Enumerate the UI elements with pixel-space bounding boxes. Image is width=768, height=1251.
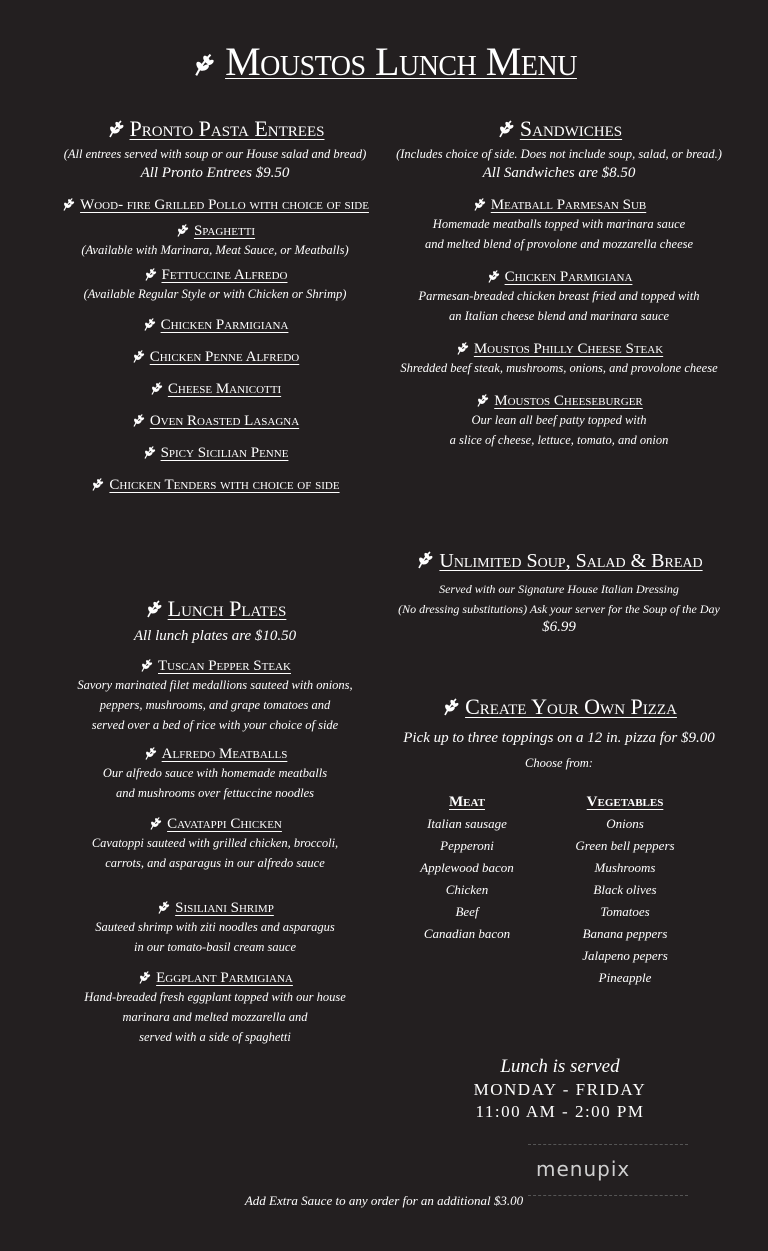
vegetable-item: Pineapple [598,970,652,985]
pasta-heading: Pronto Pasta Entrees [20,116,410,142]
vegetable-item: Green bell peppers [575,838,675,853]
menu-item: Oven Roasted Lasagna [20,412,410,430]
menu-item: Sisiliani Shrimp Sauteed shrimp with ziti noodles and asparagus in our tomato-basil cream sauce [95,900,335,954]
olive-branch-icon [472,197,487,212]
vegetable-item: Tomatoes [600,904,650,919]
olive-branch-icon [156,900,171,915]
olive-branch-icon [148,816,163,831]
menu-item: Cheese Manicotti [20,380,410,398]
hours: Lunch is served MONDAY - FRIDAY 11:00 AM - 2:00 PM [473,1056,647,1121]
olive-branch-icon [144,599,164,619]
olive-branch-icon [139,658,154,673]
olive-branch-icon [496,119,516,139]
watermark-logo: menupix [536,1157,631,1181]
pasta-note: (All entrees served with soup or our House salad and bread) [63,147,367,161]
menu-item: Spicy Sicilian Penne [20,444,410,462]
olive-branch-icon [106,119,126,139]
olive-branch-icon [149,381,164,396]
olive-branch-icon [142,445,157,460]
menu-item: Chicken Penne Alfredo [20,348,410,366]
meat-item: Applewood bacon [420,860,514,875]
menu-item: Cavatappi Chicken Cavatoppi sauteed with grilled chicken, broccoli, carrots, and asparagus in our alfredo sauce [91,816,339,870]
olive-branch-icon [137,970,152,985]
meat-item: Canadian bacon [423,926,511,941]
menu-item: Moustos Cheeseburger Our lean all beef patty topped with a slice of cheese, lettuce, tomato, and onion [449,393,669,447]
footer-note: Add Extra Sauce to any order for an additional $3.00 [244,1193,524,1208]
menu-item: Chicken Parmigiana [20,316,410,334]
menu-item: Chicken Tenders with choice of side [20,476,410,494]
vegetable-list: Vegetables Onions Green bell peppers Mushrooms Black olives Tomatoes Banana peppers Jalapeno pepers Pineapple [550,794,700,989]
menu-item: Eggplant Parmigiana Hand-breaded fresh eggplant topped with our house marinara and melted mozzarella and served with a side of spaghetti [84,970,346,1044]
meat-item: Beef [455,904,479,919]
olive-branch-icon [475,393,490,408]
pizza-heading: Create Your Own Pizza [374,694,744,720]
sandwiches-heading: Sandwiches [374,116,744,142]
olive-branch-icon [191,52,217,78]
meat-item: Chicken [445,882,489,897]
plates-heading: Lunch Plates [20,596,410,622]
pizza-section: Create Your Own Pizza Pick up to three toppings on a 12 in. pizza for $9.00 Choose from: [374,694,744,773]
pasta-price: All Pronto Entrees $9.50 [140,165,290,181]
olive-branch-icon [131,413,146,428]
menu-item: Wood- fire Grilled Pollo with choice of side [20,196,410,214]
page-title: Moustos Lunch Menu [0,38,768,85]
olive-branch-icon [61,197,76,212]
vegetable-item: Black olives [593,882,657,897]
olive-branch-icon [415,550,435,570]
menu-item: Tuscan Pepper Steak Savory marinated filet medallions sauteed with onions, peppers, mushrooms, and grape tomatoes and served over a bed of rice with your choice of side [77,658,353,732]
olive-branch-icon [441,697,461,717]
menu-item: Alfredo Meatballs Our alfredo sauce with homemade meatballs and mushrooms over fettuccine noodles [102,746,328,800]
olive-branch-icon [90,477,105,492]
olive-branch-icon [142,317,157,332]
meat-list: Meat Italian sausage Pepperoni Applewood bacon Chicken Beef Canadian bacon [392,794,542,945]
meat-item: Italian sausage [427,816,507,831]
watermark-frame [528,1144,688,1196]
olive-branch-icon [486,269,501,284]
pasta-section [20,116,410,494]
vegetable-item: Banana peppers [582,926,668,941]
unlimited-heading: Unlimited Soup, Salad & Bread [374,550,744,573]
unlimited-price: $6.99 [542,619,576,635]
sandwiches-price: All Sandwiches are $8.50 [482,165,636,181]
olive-branch-icon [455,341,470,356]
sandwiches-section [374,116,744,450]
meat-item: Pepperoni [440,838,494,853]
olive-branch-icon [175,223,190,238]
sandwiches-note: (Includes choice of side. Does not include soup, salad, or bread.) [396,147,722,161]
menu-item: Spaghetti (Available with Marinara, Meat Sauce, or Meatballs) [81,223,349,257]
plates-price: All lunch plates are $10.50 [133,628,297,644]
unlimited-section: Unlimited Soup, Salad & Bread Served with our Signature House Italian Dressing (No dressing substitutions) Ask your server for the Soup of the Day $6.99 [374,550,744,636]
menu-item: Chicken Parmigiana Parmesan-breaded chicken breast fried and topped with an Italian cheese blend and marinara sauce [418,269,700,323]
olive-branch-icon [143,746,158,761]
vegetable-item: Onions [606,816,644,831]
olive-branch-icon [131,349,146,364]
plates-section [20,596,410,1047]
olive-branch-icon [143,267,158,282]
vegetable-item: Jalapeno pepers [582,948,668,963]
menu-item: Meatball Parmesan Sub Homemade meatballs topped with marinara sauce and melted blend of provolone and mozzarella cheese [424,197,694,251]
menu-item: Moustos Philly Cheese Steak Shredded beef steak, mushrooms, onions, and provolone cheese [400,341,718,375]
vegetable-item: Mushrooms [594,860,656,875]
menu-item: Fettuccine Alfredo (Available Regular Style or with Chicken or Shrimp) [83,267,347,301]
